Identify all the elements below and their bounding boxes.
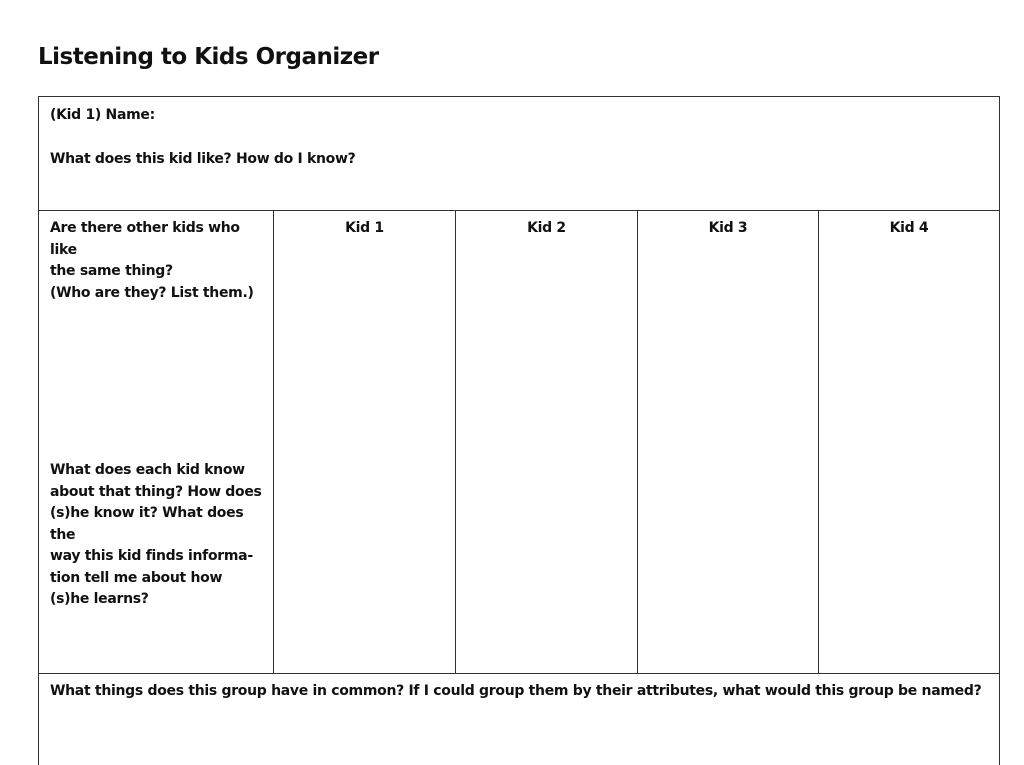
other-kids-question-line: the same thing? [50,263,173,279]
kid-likes-question: What does this kid like? How do I know? [50,150,356,167]
kid-3-column[interactable] [638,211,819,673]
kid-knowledge-question-line: (s)he learns? [50,591,149,607]
kid-name-label: (Kid 1) Name: [50,107,155,123]
kid-4-column[interactable] [819,211,999,673]
kid-knowledge-question [50,460,262,611]
kid-knowledge-question-line: (s)he know it? What does the [50,505,244,543]
group-common-question: What things does this group have in common? If I could group them by their attributes, what would this group be named? [50,683,982,699]
other-kids-question [50,218,262,304]
group-common-section[interactable] [39,673,999,765]
kid-1-column[interactable] [274,211,456,673]
kid-2-column[interactable] [456,211,638,673]
question-column [39,211,274,673]
kid-knowledge-question-line: What does each kid know [50,462,245,478]
page-title: Listening to Kids Organizer [38,44,379,70]
kid-knowledge-question-line: tion tell me about how [50,569,223,586]
kid-1-header: Kid 1 [345,220,384,236]
kid-4-header: Kid 4 [889,220,929,236]
other-kids-question-line: Are there other kids who like [50,220,240,258]
kid-3-header: Kid 3 [708,220,748,236]
kid-name-section[interactable] [39,97,999,211]
other-kids-question-line: (Who are they? List them.) [50,284,254,301]
kid-knowledge-question-line: way this kid finds informa- [50,548,253,564]
kid-knowledge-question-line: about that thing? How does [50,483,262,500]
organizer-table [38,96,1000,765]
kid-2-header: Kid 2 [527,220,566,236]
